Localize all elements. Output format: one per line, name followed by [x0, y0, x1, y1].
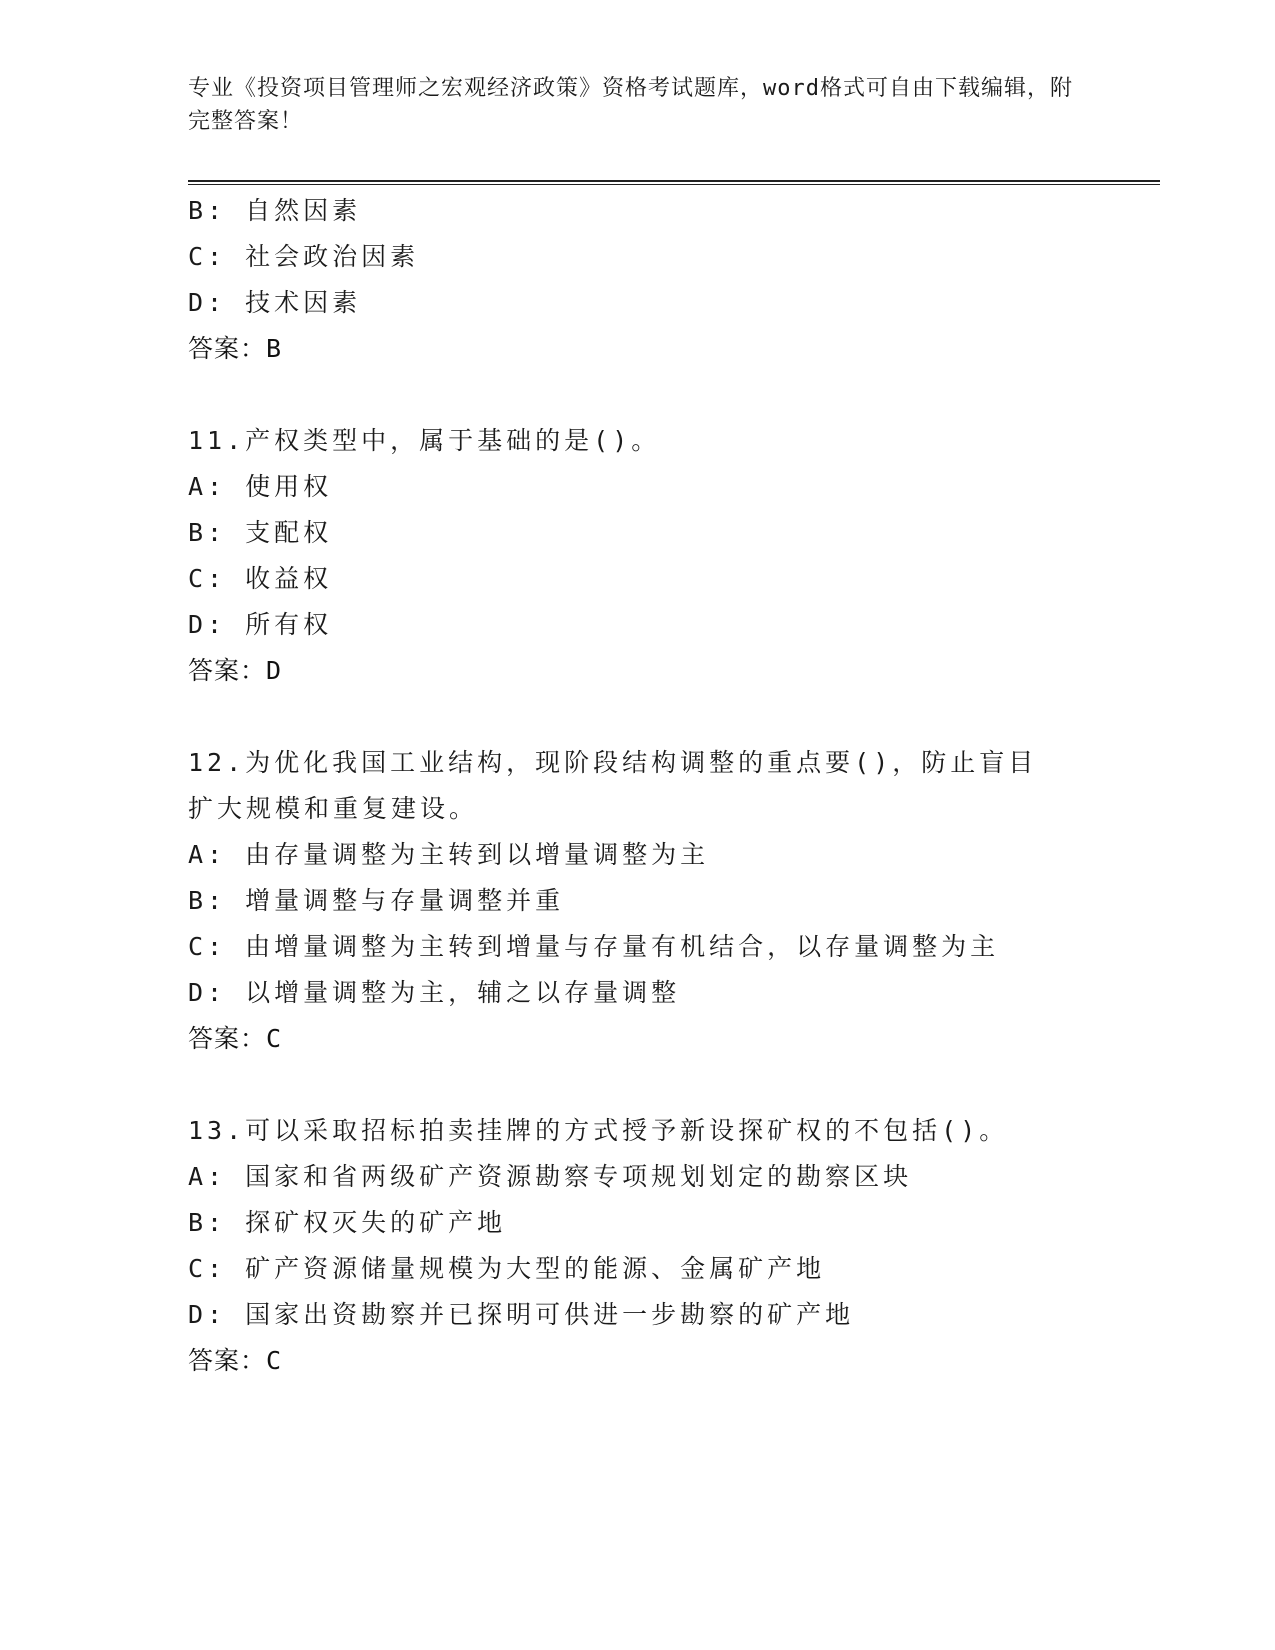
option-c: C: 由增量调整为主转到增量与存量有机结合，以存量调整为主 [188, 932, 1000, 961]
answer-label: 答案： [188, 334, 267, 363]
option-d: D: 以增量调整为主，辅之以存量调整 [188, 978, 681, 1007]
option-b: B: 自然因素 [188, 196, 362, 225]
answer-label: 答案： [188, 1346, 267, 1375]
option-c: C: 收益权 [188, 564, 333, 593]
answer-value: C [266, 1024, 283, 1053]
question-stem: 12.为优化我国工业结构，现阶段结构调整的重点要()，防止盲目扩大规模和重复建设。 [188, 748, 1038, 823]
header-divider [188, 180, 1160, 185]
question-stem: 13.可以采取招标拍卖挂牌的方式授予新设探矿权的不包括()。 [188, 1116, 1009, 1145]
question-11 [188, 418, 1088, 694]
option-d: D: 国家出资勘察并已探明可供进一步勘察的矿产地 [188, 1300, 855, 1329]
option-b: B: 增量调整与存量调整并重 [188, 886, 565, 915]
answer-value: B [266, 334, 283, 363]
answer-label: 答案： [188, 656, 267, 685]
answer-line [188, 1338, 1088, 1384]
spacer [188, 1062, 1088, 1108]
question-stem: 11.产权类型中，属于基础的是()。 [188, 426, 661, 455]
option-d: D: 所有权 [188, 610, 333, 639]
option-a: A: 国家和省两级矿产资源勘察专项规划划定的勘察区块 [188, 1162, 913, 1191]
option-a: A: 使用权 [188, 472, 333, 501]
answer-label: 答案： [188, 1024, 267, 1053]
answer-line [188, 326, 1088, 372]
question-12 [188, 740, 1088, 1062]
option-c: C: 矿产资源储量规模为大型的能源、金属矿产地 [188, 1254, 826, 1283]
answer-value: D [266, 656, 283, 685]
option-b: B: 支配权 [188, 518, 333, 547]
spacer [188, 372, 1088, 418]
answer-line [188, 1016, 1088, 1062]
option-d: D: 技术因素 [188, 288, 362, 317]
question-partial [188, 188, 1088, 372]
question-list [188, 188, 1088, 1384]
answer-value: C [266, 1346, 283, 1375]
question-13 [188, 1108, 1088, 1384]
spacer [188, 694, 1088, 740]
option-b: B: 探矿权灭失的矿产地 [188, 1208, 507, 1237]
option-c: C: 社会政治因素 [188, 242, 420, 271]
answer-line [188, 648, 1088, 694]
document-header: 专业《投资项目管理师之宏观经济政策》资格考试题库，word格式可自由下载编辑，附完整答案！ [188, 76, 1073, 134]
option-a: A: 由存量调整为主转到以增量调整为主 [188, 840, 710, 869]
